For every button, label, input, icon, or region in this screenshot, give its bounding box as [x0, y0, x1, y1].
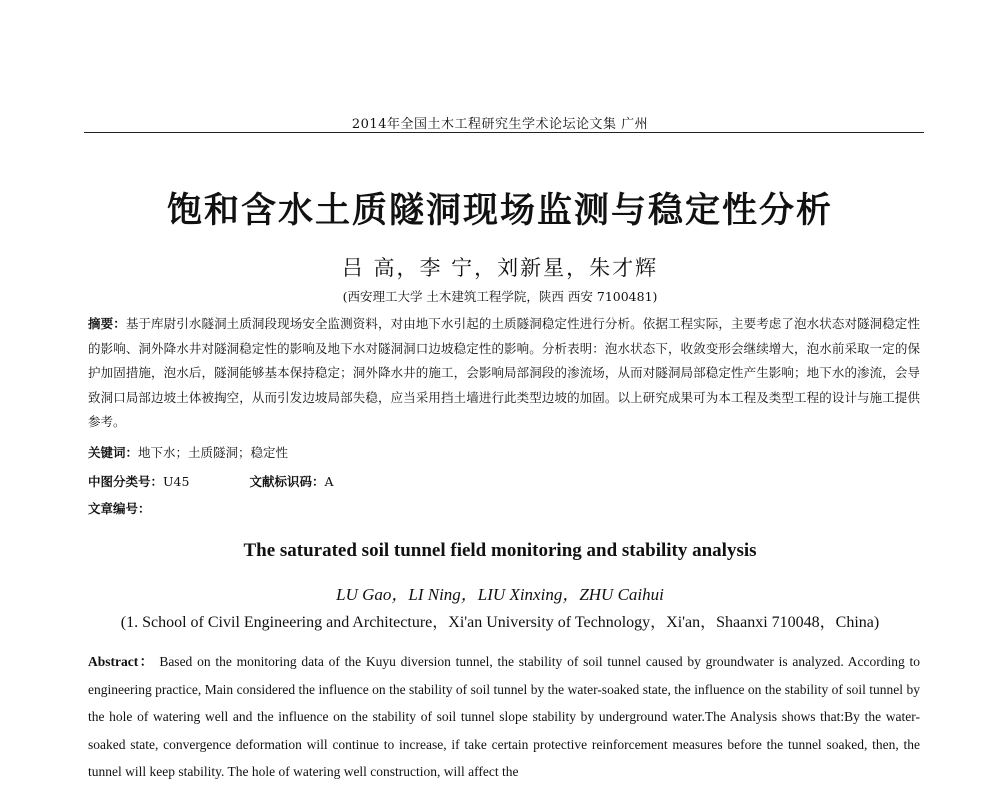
chinese-affiliation: (西安理工大学 土木建筑工程学院，陕西 西安 7100481) — [342, 289, 658, 304]
chinese-title: 饱和含水土质隧洞现场监测与稳定性分析 — [166, 191, 833, 231]
english-title: The saturated soil tunnel field monitoring and stability analysis — [243, 540, 757, 561]
english-abstract — [88, 648, 920, 786]
chinese-abstract — [88, 312, 920, 435]
chinese-authors: 吕 高，李 宁，刘新星，朱才辉 — [341, 256, 659, 280]
classification-line — [88, 472, 334, 490]
running-header: 2014年全国土木工程研究生学术论坛论文集 广州 — [351, 117, 649, 132]
english-abstract-text: Based on the monitoring data of the Kuyu diversion tunnel, the stability of soil tunnel caused by groundwater is analyzed. According to engineering practice, Main considered the influence on the stability of soil tunnel by the water-soaked state, the influence on the stability of soil tunnel by the hole of watering well and the influence on the stability of soil tunnel slope stability by underground water.The Analysis shows that:By the water-soaked state, convergence deformation will continue to increase, if take certain protective reinforcement measures before the tunnel soaked, then, the tunnel will keep stability. The hole of watering well construction, will affect the — [88, 654, 921, 779]
english-affiliation: (1. School of Civil Engineering and Architecture，Xi'an University of Technology，Xi'an，Shaanxi 710048，China) — [120, 614, 880, 631]
doc-code-value: A — [324, 474, 334, 489]
clc-value: U45 — [163, 474, 190, 489]
header-rule — [84, 132, 924, 133]
keywords-line — [88, 443, 288, 461]
clc-label: 中图分类号： — [88, 474, 164, 489]
chinese-abstract-label: 摘要： — [88, 316, 126, 331]
doc-code-label: 文献标识码： — [249, 474, 325, 489]
english-authors: LU Gao，LI Ning，LIU Xinxing，ZHU Caihui — [336, 585, 664, 604]
keywords-label: 关键词： — [88, 445, 139, 460]
keywords-text: 地下水；土质隧洞；稳定性 — [138, 445, 289, 460]
article-number-line — [88, 499, 151, 517]
english-abstract-label: Abstract： — [88, 654, 155, 669]
chinese-abstract-text: 基于库尉引水隧洞土质洞段现场安全监测资料，对由地下水引起的土质隧洞稳定性进行分析。依据工程实际，主要考虑了泡水状态对隧洞稳定性的影响、洞外降水井对隧洞稳定性的影响及地下水对隧洞洞口边坡稳定性的影响。分析表明：泡水状态下，收敛变形会继续增大，泡水前采取一定的保护加固措施，泡水后，隧洞能够基本保持稳定；洞外降水井的施工，会影响局部洞段的渗流场，从而对隧洞局部稳定性产生影响；地下水的渗流，会导致洞口局部边坡土体被掏空，从而引发边坡局部失稳，应当采用挡土墙进行此类型边坡的加固。以上研究成果可为本工程及类型工程的设计与施工提供参考。 — [88, 316, 920, 429]
article-number-label: 文章编号： — [88, 501, 151, 516]
